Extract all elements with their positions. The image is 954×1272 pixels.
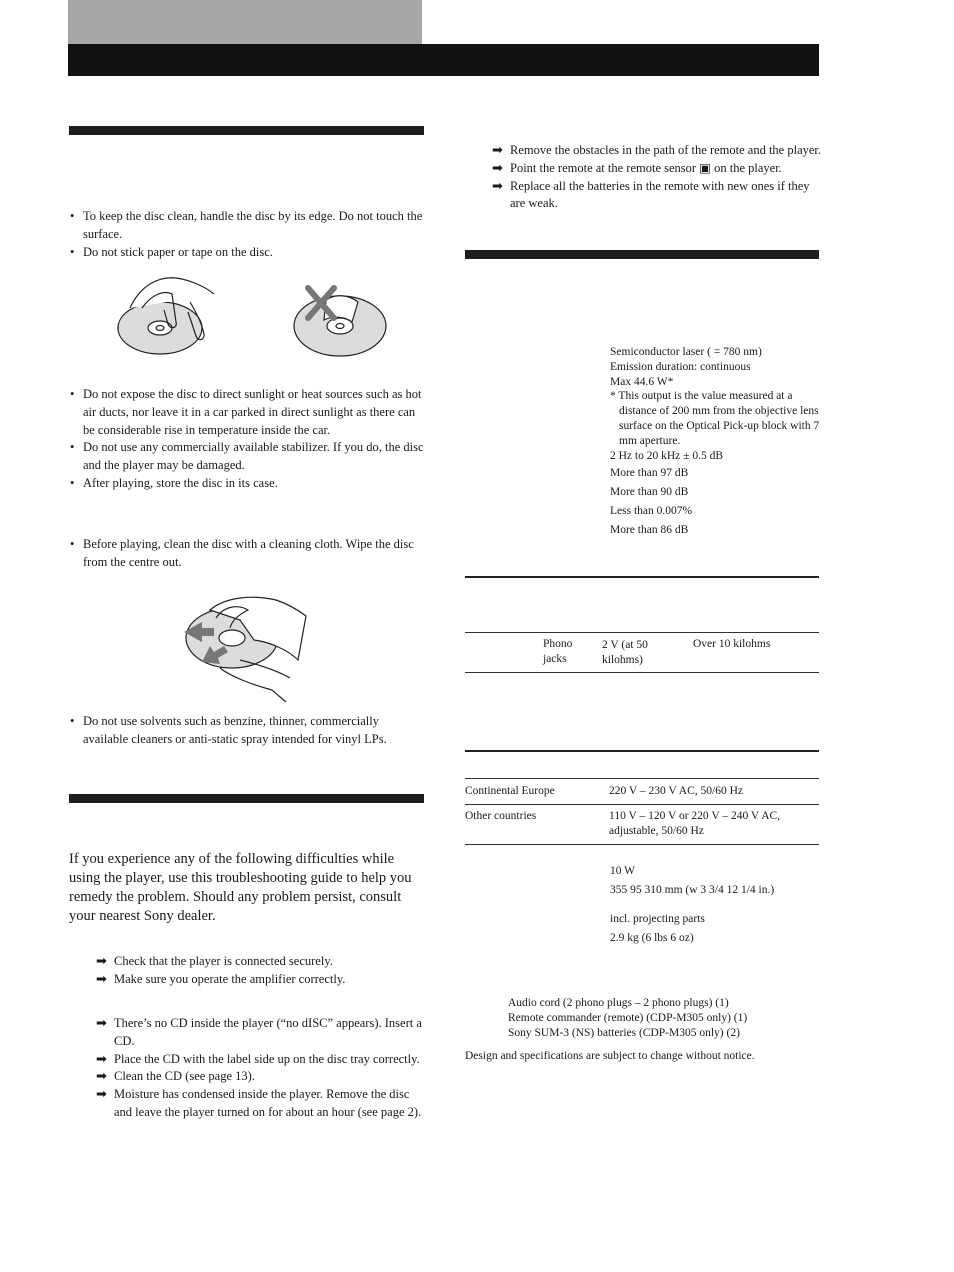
header-band <box>68 44 819 76</box>
output-load: Over 10 kilohms <box>693 638 771 650</box>
list-item: • Do not stick paper or tape on the disc. <box>69 244 424 262</box>
care-list-1 <box>69 208 424 261</box>
spec-value: More than 90 dB <box>610 486 689 498</box>
frequency-response: 2 Hz to 20 kHz ± 0.5 dB <box>610 449 723 462</box>
care-list-2 <box>69 386 424 493</box>
disc-handling-illustration <box>112 272 392 360</box>
disc-cleaning-illustration <box>180 580 310 704</box>
arrow-right-icon: ➡ <box>96 1016 107 1031</box>
list-item: • Do not use solvents such as benzine, thinner, commercially available cleaners or anti-static spray intended for vinyl LPs. <box>69 713 424 749</box>
list-item: ➡ There’s no CD inside the player (“no dISC” appears). Insert a CD. <box>96 1015 424 1051</box>
troubleshooting-intro: If you experience any of the following difficulties while using the player, use this troubleshooting guide to help you remedy the problem. Should any problem persist, consult your nearest Sony dealer. <box>69 851 412 924</box>
spec-value: Less than 0.007% <box>610 505 693 517</box>
arrow-right-icon: ➡ <box>492 160 503 176</box>
power-table-top <box>465 778 819 779</box>
mass: 2.9 kg (6 lbs 6 oz) <box>610 932 694 944</box>
power-value: 220 V – 230 V AC, 50/60 Hz <box>609 785 743 797</box>
arrow-right-icon: ➡ <box>96 1069 107 1085</box>
header-tab <box>68 0 422 44</box>
spec-value: More than 86 dB <box>610 524 689 536</box>
spec-value: More than 97 dB <box>610 467 689 479</box>
list-item: ➡ Replace all the batteries in the remote with new ones if they are weak. <box>492 178 822 214</box>
list-item: • Before playing, clean the disc with a cleaning cloth. Wipe the disc from the centre out. <box>69 536 424 572</box>
arrow-right-icon: ➡ <box>96 1087 107 1103</box>
power-table-divider <box>465 804 819 805</box>
list-item: ➡ Clean the CD (see page 13). <box>96 1069 255 1085</box>
outputs-table-top <box>465 632 819 633</box>
list-item: • Do not use any commercially available stabilizer. If you do, the disc and the player may be damaged. <box>69 439 424 475</box>
power-consumption: 10 W <box>610 865 636 877</box>
arrow-right-icon: ➡ <box>96 971 107 987</box>
arrow-right-icon: ➡ <box>96 954 107 969</box>
audio-spec-values <box>610 466 820 542</box>
dimensions-note: incl. projecting parts <box>610 913 705 925</box>
care-list-4 <box>69 713 424 749</box>
output-level: 2 V (at 50 kilohms) <box>602 639 648 666</box>
list-item: Audio cord (2 phono plugs – 2 phono plugs) (1) <box>508 997 729 1009</box>
arrow-right-icon: ➡ <box>492 178 503 194</box>
arrow-right-icon: ➡ <box>492 143 503 158</box>
list-item: • To keep the disc clean, handle the disc by its edge. Do not touch the surface. <box>69 208 424 244</box>
specs-notice: Design and specifications are subject to change without notice. <box>465 1050 755 1062</box>
list-item: ➡ Point the remote at the remote sensor ▣ on the player. <box>492 160 782 176</box>
list-item: ➡ Place the CD with the label side up on the disc tray correctly. <box>96 1051 420 1067</box>
general-rule <box>465 750 819 752</box>
list-item: ➡ Check that the player is connected securely. <box>96 954 333 969</box>
list-item: Remote commander (remote) (CDP-M305 only) (1) <box>508 1011 748 1024</box>
power-region: Continental Europe <box>465 785 555 797</box>
section-rule-specifications <box>465 250 819 259</box>
laser-spec: Semiconductor laser ( = 780 nm) Emission duration: continuous Max 44.6 W* * This output is the value measured at a distance of 200 mm from the objective lens surface on the Optical Pick-up block with 7 mm aperture. 2 Hz to 20 kHz ± 0.5 dB <box>610 346 820 462</box>
list-item: • After playing, store the disc in its case. <box>69 475 424 493</box>
list-item: • Do not expose the disc to direct sunlight or heat sources such as hot air ducts, nor leave it in a car parked in direct sunlight as there can be considerable rise in temperature inside the car. <box>69 386 424 439</box>
outputs-rule <box>465 576 819 578</box>
dimensions: 355 95 310 mm (w 3 3/4 12 1/4 in.) <box>610 884 775 896</box>
list-item: ➡ Make sure you operate the amplifier correctly. <box>96 971 346 987</box>
power-region: Other countries <box>465 810 537 822</box>
output-jack: Phono jacks <box>543 638 573 665</box>
laser-footnote: * This output is the value measured at a distance of 200 mm from the objective lens surface on the Optical Pick-up block with 7 mm aperture. <box>610 390 820 447</box>
list-item: ➡ Remove the obstacles in the path of the remote and the player. <box>492 143 822 158</box>
section-rule-care <box>69 126 424 135</box>
troubleshooting-group-2 <box>96 1015 424 1122</box>
care-list-3 <box>69 536 424 572</box>
power-value: 110 V – 120 V or 220 V – 240 V AC, adjustable, 50/60 Hz <box>609 810 781 837</box>
list-item: ➡ Moisture has condensed inside the player. Remove the disc and leave the player turned on for about an hour (see page 2). <box>96 1086 424 1122</box>
troubleshooting-group-1 <box>96 953 426 989</box>
section-rule-troubleshooting <box>69 794 424 803</box>
power-table-bottom <box>465 844 819 845</box>
arrow-right-icon: ➡ <box>96 1051 107 1067</box>
accessories-list <box>508 996 820 1040</box>
troubleshooting-remote <box>492 142 822 213</box>
outputs-table-bottom <box>465 672 819 673</box>
list-item: Sony SUM-3 (NS) batteries (CDP-M305 only) (2) <box>508 1026 740 1039</box>
